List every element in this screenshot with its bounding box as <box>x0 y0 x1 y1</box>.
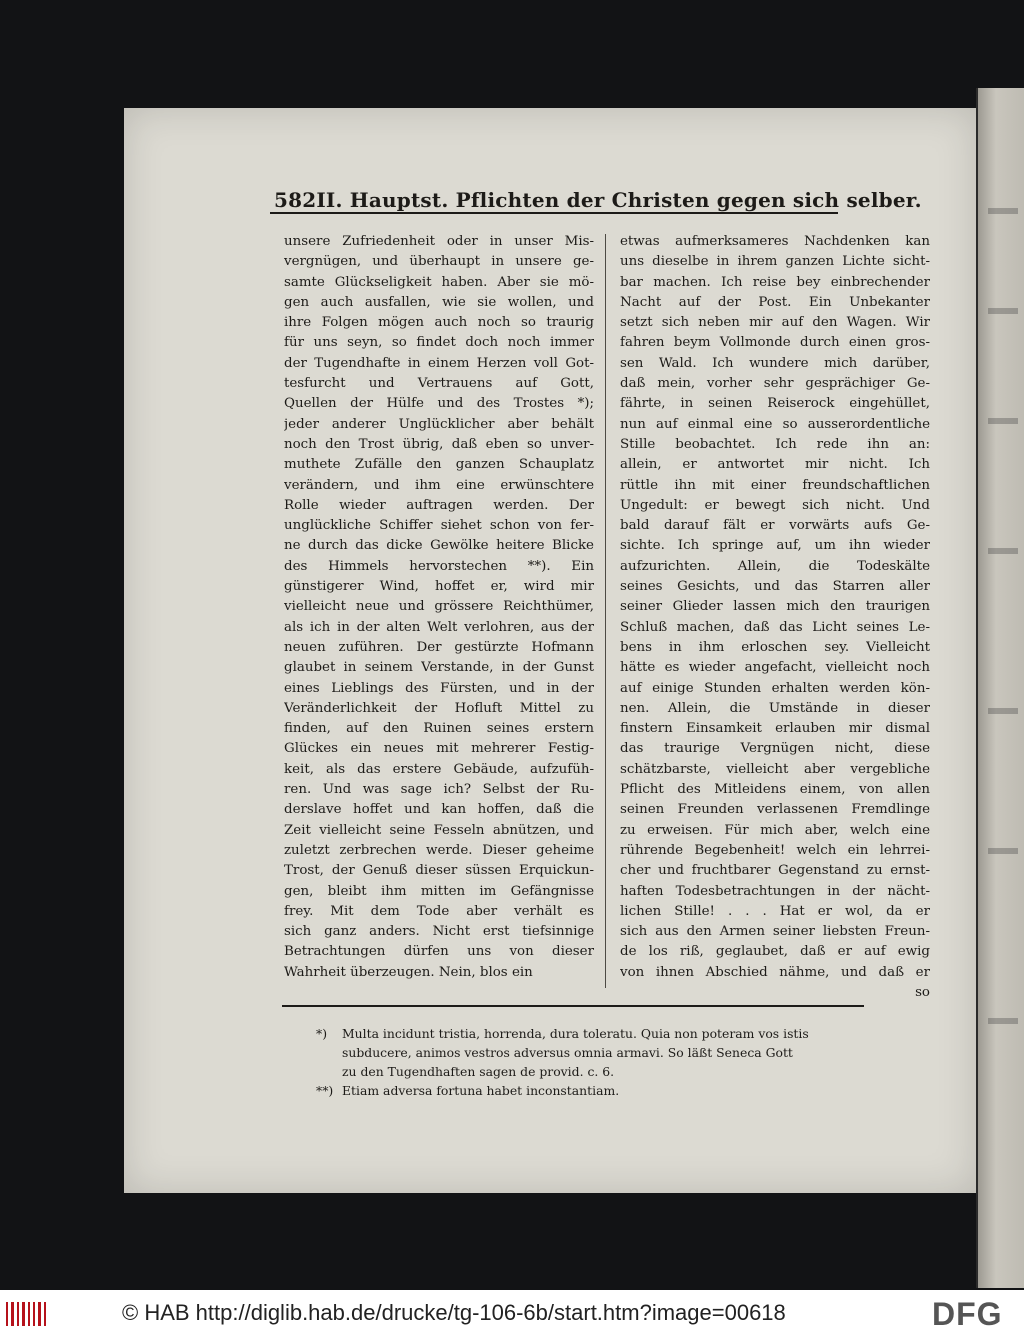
text-line: keit, als das erstere Gebäude, aufzufüh- <box>284 761 594 777</box>
text-line: Quellen der Hülfe und des Trostes *); <box>284 396 594 412</box>
text-line: setzt sich neben mir auf den Wagen. Wir <box>620 315 930 331</box>
book-page <box>124 108 976 1193</box>
text-line: nun auf einmal eine so ausserordentliche <box>620 416 930 432</box>
text-line: Rolle wieder auftragen werden. Der <box>284 497 594 513</box>
text-line: samte Glückseligkeit haben. Aber sie mö- <box>284 274 594 290</box>
footnote <box>316 1081 876 1100</box>
footnote-line: Etiam adversa fortuna habet inconstantiam. <box>342 1083 620 1098</box>
text-line: cher und fruchtbarer Gegenstand zu ernst- <box>620 863 930 879</box>
text-line: Wahrheit überzeugen. Nein, blos ein <box>284 964 533 980</box>
text-line: sichte. Ich springe auf, um ihn wieder <box>620 538 930 554</box>
text-line: ihre Folgen mögen auch noch so traurig <box>284 315 594 331</box>
text-line: zuletzt zerbrechen werde. Dieser geheime <box>284 842 594 858</box>
text-line: Veränderlichkeit der Hofluft Mittel zu <box>284 700 594 716</box>
text-line: vergnügen, und überhaupt in unsere ge- <box>284 254 594 270</box>
text-line: seiner Glieder lassen mich den traurigen <box>620 599 930 615</box>
text-line: Nacht auf der Post. Ein Unbekanter <box>620 294 930 310</box>
text-line: Schluß machen, daß das Licht seines Le- <box>620 619 930 635</box>
text-line: schätzbarste, vielleicht aber vergebliche <box>620 761 930 777</box>
text-line: hätte es wieder angefacht, vielleicht noch <box>620 660 930 676</box>
credit-link[interactable]: © HAB http://diglib.hab.de/drucke/tg-106-6b/start.htm?image=00618 <box>122 1300 786 1325</box>
text-line: de los riß, geglaubet, daß er auf ewig <box>620 944 930 960</box>
text-line: gen auch ausfallen, wie sie wollen, und <box>284 294 594 310</box>
footnote-rule <box>282 1005 864 1007</box>
text-line: lichen Stille! . . . Hat er wol, da er <box>620 903 930 919</box>
footnote-line: zu den Tugendhaften sagen de provid. c. 6. <box>342 1064 615 1079</box>
text-line: aufzurichten. Allein, die Todeskälte <box>620 558 930 574</box>
left-column <box>284 232 594 983</box>
text-line: neuen zuführen. Der gestürzte Hofmann <box>284 639 594 655</box>
text-line: derslave hoffet und kan hoffen, daß die <box>284 802 594 818</box>
text-line: haften Todesbetrachtungen in der nächt- <box>620 883 930 899</box>
text-line: eines Lieblings des Fürsten, und in der <box>284 680 594 696</box>
footnote-line: subducere, animos vestros adversus omnia armavi. So läßt Seneca Gott <box>342 1045 793 1060</box>
text-line: rüttle ihn mit einer freundschaftlichen <box>620 477 930 493</box>
text-line: des Himmels hervorstechen **). Ein <box>284 558 594 574</box>
right-column <box>620 232 930 1003</box>
text-line: vielleicht neue und grössere Reichthümer, <box>284 599 594 615</box>
header-rule <box>270 212 838 214</box>
text-line: sich aus den Armen seiner liebsten Freun- <box>620 924 930 940</box>
text-line: glaubet in seinem Verstande, in der Gunst <box>284 660 594 676</box>
page-number: 582 <box>274 188 317 212</box>
text-line: verändern, und ihm eine erwünschtere <box>284 477 594 493</box>
text-line: Betrachtungen dürfen uns von dieser <box>284 944 594 960</box>
text-line: Ungedult: er bewegt sich nicht. Und <box>620 497 930 513</box>
text-line: tesfurcht und Vertrauens auf Gott, <box>284 376 594 392</box>
text-line: nen. Allein, die Umstände in dieser <box>620 700 930 716</box>
text-line: bald darauf fält er vorwärts aufs Ge- <box>620 518 930 534</box>
text-line: fährte, in seinen Reiserock eingehüllet, <box>620 396 930 412</box>
text-line: Zeit vielleicht seine Fesseln abnützen, und <box>284 822 594 838</box>
text-line: von ihnen Abschied nähme, und daß er <box>620 964 930 980</box>
text-line: Pflicht des Mitleidens einem, von allen <box>620 782 930 798</box>
text-line: muthete Zufälle den ganzen Schauplatz <box>284 457 594 473</box>
text-line: auf einige Stunden erhalten werden kön- <box>620 680 930 696</box>
text-line: günstigerer Wind, hoffet er, wird mir <box>284 579 594 595</box>
text-line: frey. Mit dem Tode aber verhält es <box>284 903 594 919</box>
text-line: seinen Freunden verlassenen Fremdlinge <box>620 802 930 818</box>
text-line: bar machen. Ich reise bey einbrechender <box>620 274 930 290</box>
text-line: ne durch das dicke Gewölke heitere Blicke <box>284 538 594 554</box>
text-line: rührende Begebenheit! welch ein lehrrei- <box>620 842 930 858</box>
text-line: finstern Einsamkeit erlauben mir dismal <box>620 721 930 737</box>
text-line: das traurige Vergnügen nicht, diese <box>620 741 930 757</box>
column-divider <box>605 234 606 988</box>
text-line: so <box>915 984 930 1000</box>
text-line: Trost, der Genuß dieser süssen Erquickun- <box>284 863 594 879</box>
text-line: Stille beobachtet. Ich rede ihn an: <box>620 436 930 452</box>
text-line: uns dieselbe in ihrem ganzen Lichte sicht- <box>620 254 930 270</box>
text-line: bens in ihm erloschen sey. Vielleicht <box>620 639 930 655</box>
text-line: finden, auf den Ruinen seines erstern <box>284 721 594 737</box>
text-line: für uns seyn, so findet doch noch immer <box>284 335 594 351</box>
text-line: unsere Zufriedenheit oder in unser Mis- <box>284 234 594 249</box>
text-line: sich ganz anders. Nicht erst tiefsinnige <box>284 924 594 940</box>
running-header <box>274 188 922 214</box>
text-line: ren. Und was sage ich? Selbst der Ru- <box>284 782 594 798</box>
text-line: allein, er antwortet mir nicht. Ich <box>620 457 930 473</box>
viewer-footer <box>0 1290 1024 1338</box>
footnote-mark: **) <box>316 1083 334 1098</box>
dfg-logo: DFG <box>932 1296 1003 1332</box>
text-line: der Tugendhafte in einem Herzen voll Got- <box>284 355 594 371</box>
text-line: jeder anderer Unglücklicher aber behält <box>284 416 594 432</box>
text-line: zu erweisen. Für mich aber, welch eine <box>620 822 930 838</box>
footnote <box>316 1024 876 1081</box>
next-page-edge <box>976 88 1024 1288</box>
text-line: unglückliche Schiffer siehet schon von fer- <box>284 518 594 534</box>
text-line: gen, bleibt ihm mitten im Gefängnisse <box>284 883 594 899</box>
footnote-mark: *) <box>316 1026 328 1041</box>
text-line: etwas aufmerksameres Nachdenken kan <box>620 234 930 249</box>
text-line: Glückes ein neues mit mehrerer Festig- <box>284 741 594 757</box>
text-line: daß mein, vorher sehr gesprächiger Ge- <box>620 376 930 392</box>
text-line: als ich in der alten Welt verlohren, aus der <box>284 619 594 635</box>
footnote-line: Multa incidunt tristia, horrenda, dura toleratu. Quia non poteram vos istis <box>342 1026 809 1041</box>
text-line: fahren beym Vollmonde durch einen gros- <box>620 335 930 351</box>
running-title: II. Hauptst. Pflichten der Christen gegen sich selber. <box>316 188 922 212</box>
footnotes <box>316 1024 876 1100</box>
hab-stripes-logo-icon <box>6 1302 46 1326</box>
text-line: sen Wald. Ich wundere mich darüber, <box>620 355 930 371</box>
text-line: seines Gesichts, und das Starren aller <box>620 579 930 595</box>
text-line: noch den Trost übrig, daß eben so unver- <box>284 436 594 452</box>
